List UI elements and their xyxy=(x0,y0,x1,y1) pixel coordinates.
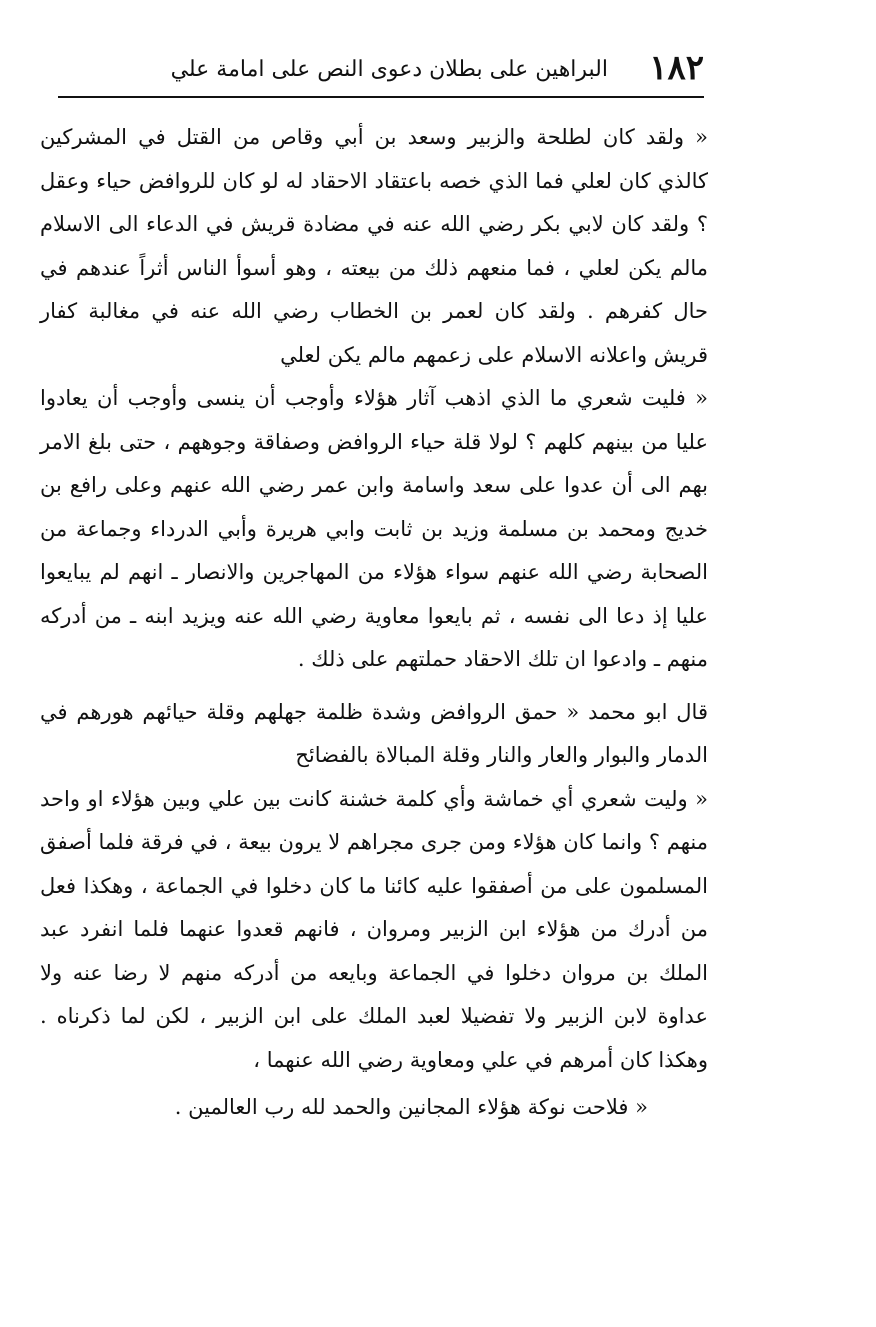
paragraph-1: « ولقد كان لطلحة والزبير وسعد بن أبي وقاص من القتل في المشركين كالذي كان لعلي فما الذي خصه باعتقاد الاحقاد له لو كان للروافض حياء وعقل ؟ ولقد كان لابي بكر رضي الله عنه في مضادة قريش في الدعاء الى الاسلام مالم يكن لعلي ، فما منعهم ذلك من بيعته ، وهو أسوأ الناس أثراً عندهم في حال كفرهم . ولقد كان لعمر بن الخطاب رضي الله عنه في مغالبة كفار قريش واعلانه الاسلام على زعمهم مالم يكن لعلي xyxy=(40,125,708,367)
header-rule xyxy=(58,96,704,98)
paragraph-4: « وليت شعري أي خماشة وأي كلمة خشنة كانت بين علي وبين هؤلاء او واحد منهم ؟ وانما كان هؤلاء ومن جرى مجراهم لا يرون بيعة ، في فرقة فلما أصفق المسلمون على من أصفقوا عليه كائنا ما كان دخلوا في الجماعة ، وهكذا فعل من أدرك من هؤلاء ابن الزبير ومروان ، فانهم قعدوا عنهما فلما انفرد عبد الملك بن مروان دخلوا في الجماعة وبايعه من أدركه منهم لا رضا عنه ولا عداوة لابن الزبير ولا تفضيلا لعبد الملك على ابن الزبير ، لكن لما ذكرناه . وهكذا كان أمرهم في علي ومعاوية رضي الله عنهما ، xyxy=(40,786,708,1072)
page-header xyxy=(58,48,704,94)
page-number: ١٨٢ xyxy=(649,48,704,88)
body-text xyxy=(40,116,708,1130)
running-title: البراهين على بطلان دعوى النص على امامة علي xyxy=(170,57,608,82)
paragraph-3: قال ابو محمد « حمق الروافض وشدة ظلمة جهلهم وقلة حيائهم هورهم في الدمار والبوار والعار والنار وقلة المبالاة بالفضائح xyxy=(40,699,708,767)
paragraph-2: « فليت شعري ما الذي اذهب آثار هؤلاء وأوجب أن ينسى وأوجب أن يعادوا عليا من بينهم كلهم ؟ لولا قلة حياء الروافض وصفاقة وجوههم ، حتى بلغ الامر بهم الى أن عدوا على سعد واسامة وابن عمر رضي الله عنهم وعلى رافع بن خديج ومحمد بن مسلمة وزيد بن ثابت وابي هريرة وأبي الدرداء وجماعة من الصحابة رضي الله عنهم سواء هؤلاء من المهاجرين والانصار ـ انهم لم يبايعوا عليا إذ دعا الى نفسه ، ثم بايعوا معاوية رضي الله عنه ويزيد ابنه ـ من أدركه منهم ـ وادعوا ان تلك الاحقاد حملتهم على ذلك . xyxy=(40,386,709,671)
paragraph-5: « فلاحت نوكة هؤلاء المجانين والحمد لله رب العالمين . xyxy=(174,1095,648,1119)
